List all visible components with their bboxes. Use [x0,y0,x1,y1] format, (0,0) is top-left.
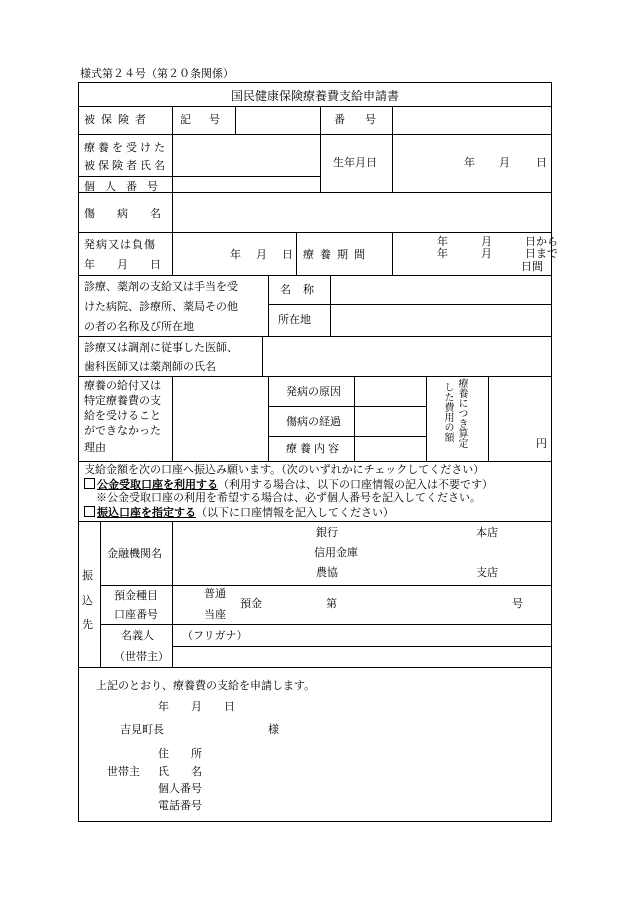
reason-label-line3: 給を受けること [84,409,161,422]
transfer-side-label-1: 振 [82,569,93,582]
bank-type-nokyo: 農協 [316,566,338,579]
reason-label-line5: 理由 [84,441,106,454]
birth-day: 日 [536,156,547,169]
birth-year: 年 [464,156,475,169]
provider-address-label: 所在地 [278,313,311,326]
holder-label: 名義人 [121,629,154,642]
branch-sub: 支店 [476,566,498,579]
form-number-label: 様式第２４号（第２０条関係） [80,67,234,80]
period-from: 年 月 日から [437,235,558,248]
reason-label-line4: ができなかった [84,424,161,437]
public-account-checkbox[interactable] [84,478,95,489]
onset-date: 年 月 日 [230,248,295,261]
option-specified-account: 振込口座を指定する（以下に口座情報を記入してください） [84,506,394,518]
field-name: 氏 名 [158,765,202,778]
content-label: 療養内容 [286,442,342,455]
patient-label-line1: 療養を受けた [84,141,168,154]
addressee-sama: 様 [268,723,279,736]
cause-label: 発病の原因 [286,385,341,398]
transfer-instruction: 支給金額を次の口座へ振込み願います。（次のいずれかにチェックしてください） [84,463,485,476]
dai-label: 第 [326,597,337,610]
birthdate-label: 生年月日 [333,156,377,169]
account-number-label: 口座番号 [114,608,158,621]
number-label: 番号 [334,113,396,126]
deposit-label: 預金 [240,597,262,610]
field-address: 住 所 [158,747,202,760]
practitioner-label-line2: 歯科医師又は薬剤師の氏名 [84,360,216,373]
specified-account-checkbox[interactable] [84,506,95,517]
public-account-warning: ※公金受取口座の利用を希望する場合は、必ず個人番号を記入してください。 [96,491,481,504]
onset-label-line1: 発病又は負傷 [84,238,156,251]
bank-type-shinkin: 信用金庫 [314,546,358,559]
patient-label-line2: 被保険者氏名 [84,159,168,172]
treatment-period-label: 療養期間 [303,248,371,261]
birth-month: 月 [499,156,510,169]
deposit-type-label: 預金種目 [114,589,158,602]
field-personal-number: 個人番号 [158,782,202,795]
branch-main: 本店 [476,526,498,539]
addressee: 吉見町長 [120,723,164,736]
period-days: 日間 [521,260,543,273]
gou-label: 号 [512,597,523,610]
provider-label-line1: 診療、薬剤の支給又は手当を受 [84,280,238,293]
practitioner-label-line1: 診療又は調剤に従事した医師、 [84,341,238,354]
transfer-side-label-3: 先 [82,618,93,631]
bank-name-label: 金融機関名 [107,547,162,560]
bank-type-bank: 銀行 [316,526,338,539]
personal-number-label: 個人番号 [84,180,168,193]
transfer-side-label-2: 込 [82,594,93,607]
insured-label: 被保険者 [84,113,152,126]
declaration-date: 年 月 日 [158,700,235,713]
reason-label-line2: 特定療養費の支 [84,394,161,407]
deposit-current: 当座 [204,608,226,621]
progress-label: 傷病の経過 [286,415,341,428]
householder-label: 世帯主 [107,765,140,778]
provider-label-line3: の者の名称及び所在地 [84,320,194,333]
provider-label-line2: けた病院、診療所、薬局その他 [84,300,238,313]
deposit-ordinary: 普通 [204,587,226,600]
reason-label-line1: 療養の給付又は [84,379,161,392]
option-public-account: 公金受取口座を利用する（利用する場合は、以下の口座情報の記入は不要です） [84,478,493,490]
cost-label-col1: した費用の額 [442,382,453,442]
furigana-label: （フリガナ） [182,629,248,642]
cost-label-col2: 療養につき算定 [456,378,467,448]
field-phone: 電話番号 [158,799,202,812]
provider-name-label: 名称 [280,283,326,296]
yen-label: 円 [536,437,547,450]
holder-sub-label: （世帯主） [114,650,169,663]
period-to: 年 月 日まで [437,247,558,260]
onset-label-line2: 年 月 日 [84,258,161,271]
declaration-text: 上記のとおり、療養費の支給を申請します。 [96,679,316,692]
illness-label: 傷病名 [84,207,183,220]
symbol-label: 記号 [180,113,238,126]
form-title: 国民健康保険療養費支給申請書 [230,89,399,103]
